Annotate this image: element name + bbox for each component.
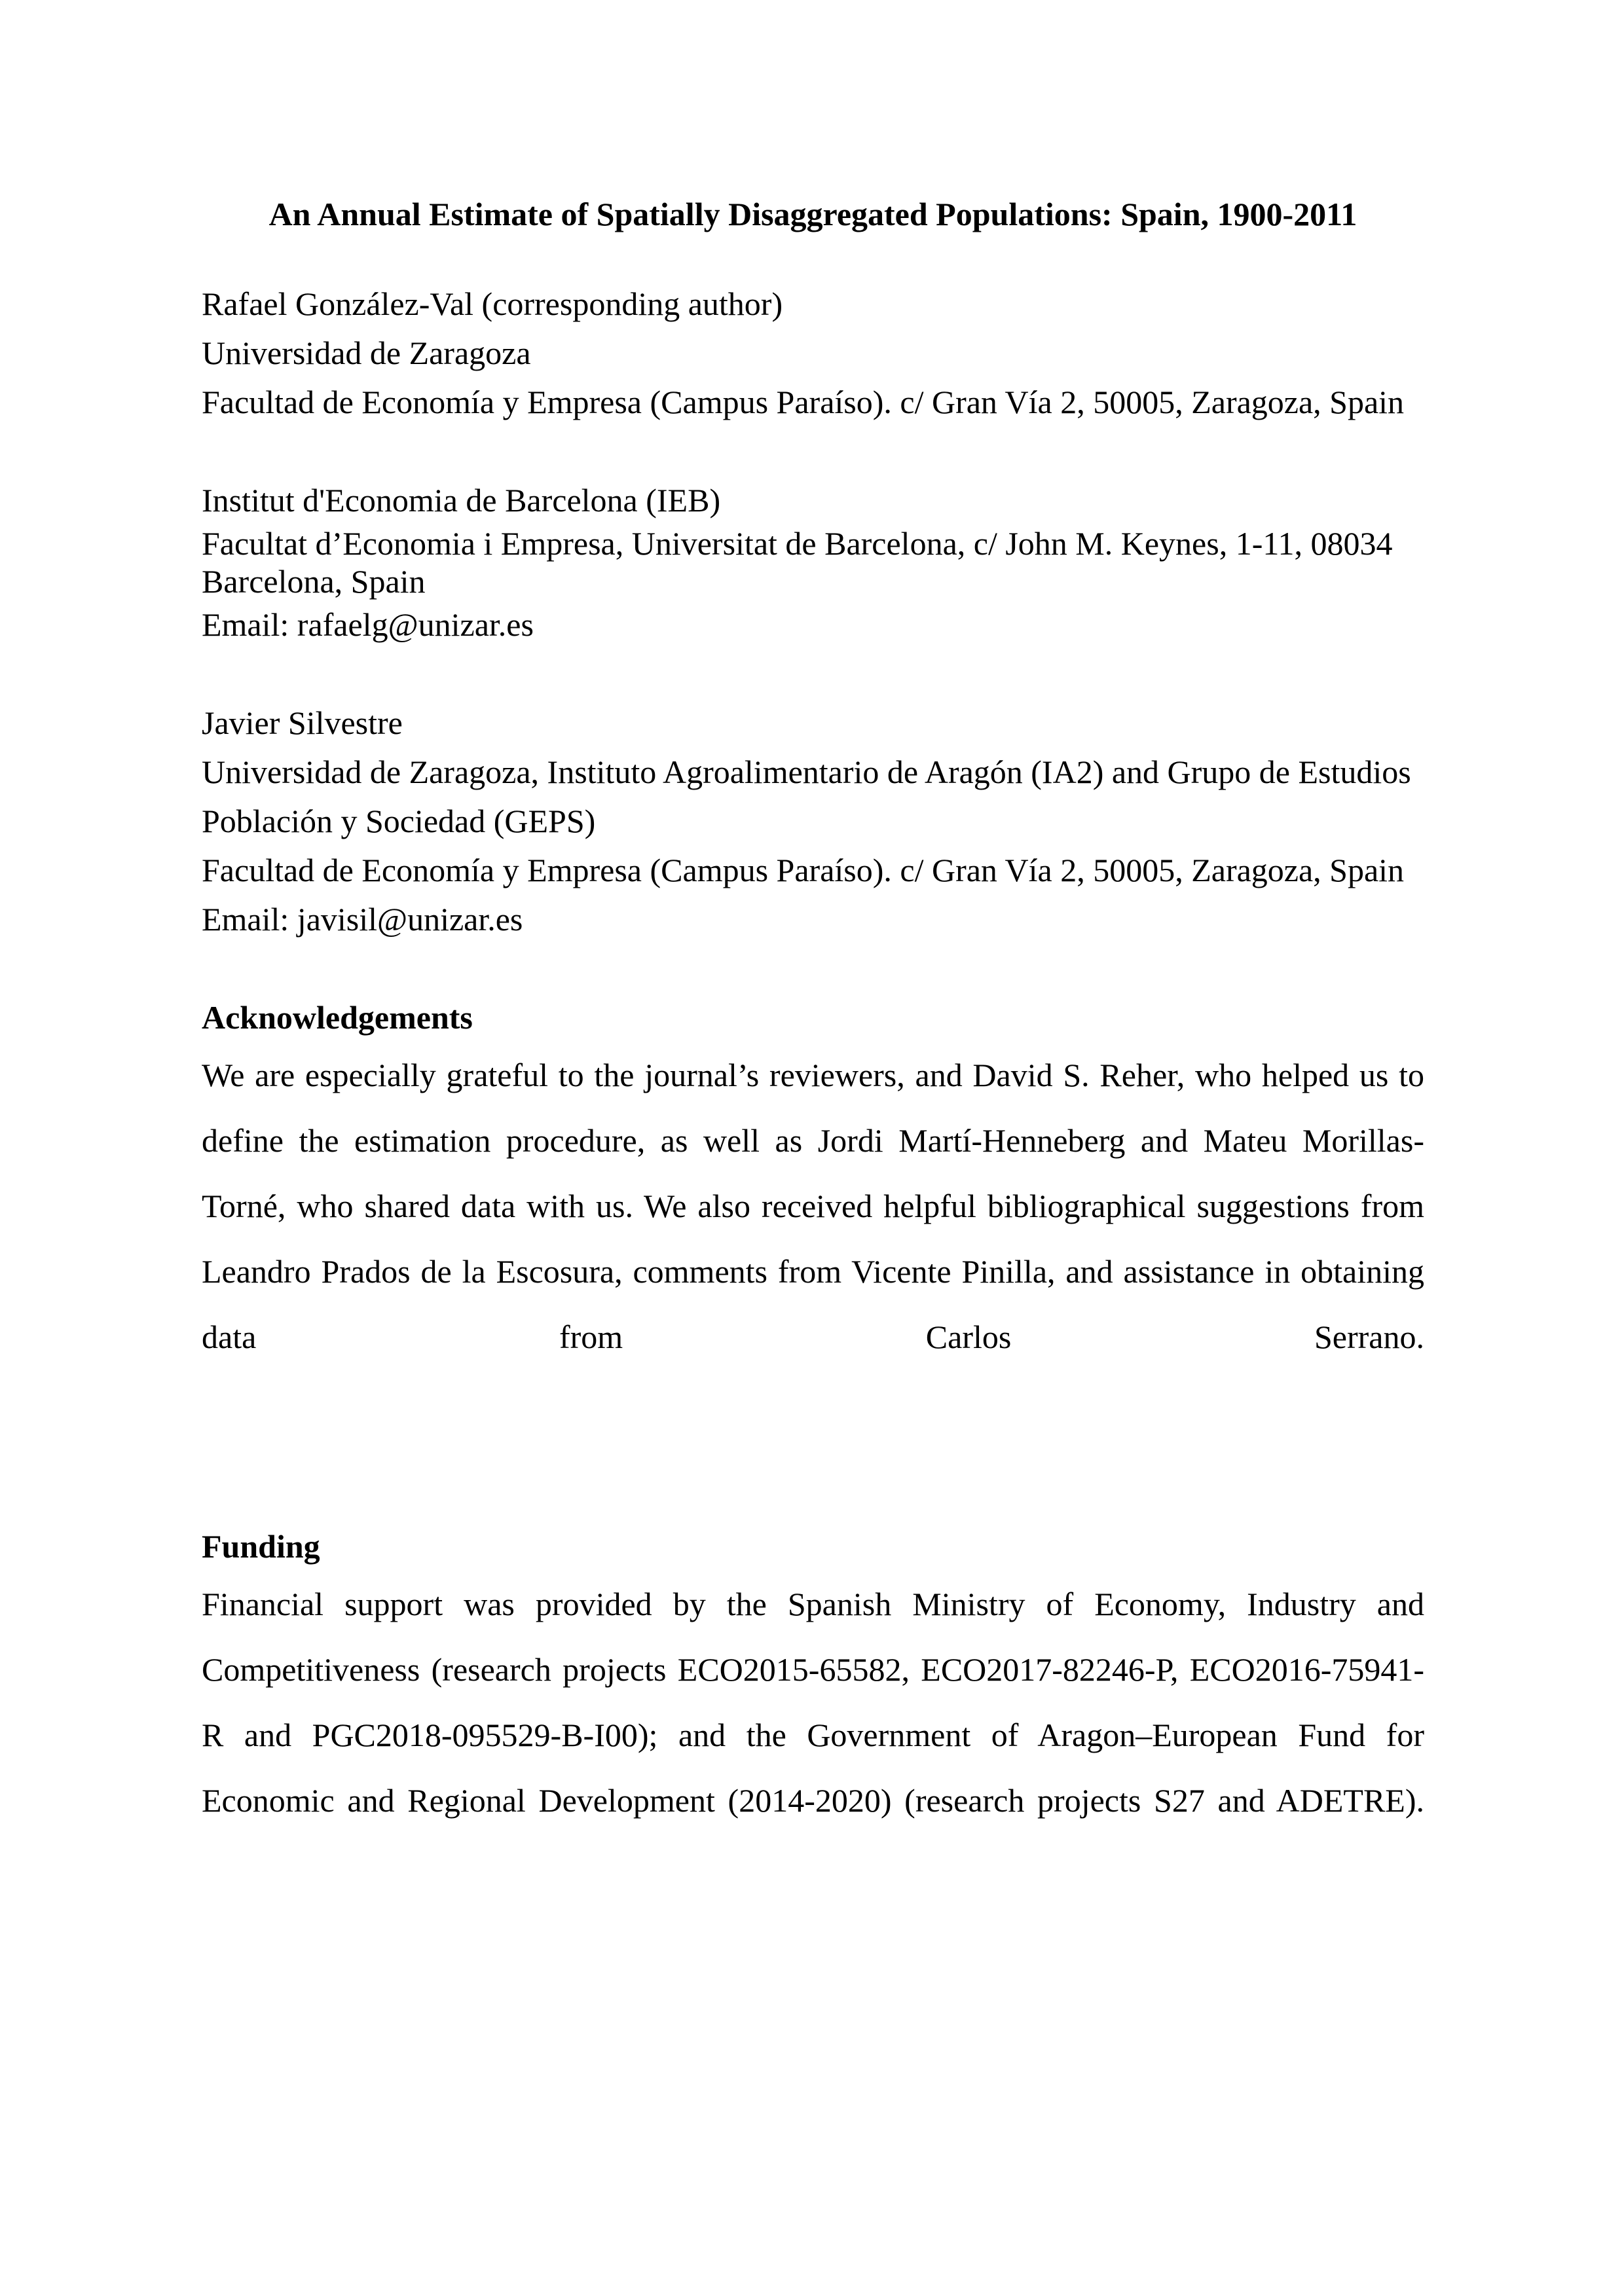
- document-content: [202, 0, 1424, 1899]
- author-name: Rafael González-Val (corresponding author): [202, 285, 783, 322]
- author-2-affiliation-line-2: Población y Sociedad (GEPS): [202, 803, 596, 839]
- spacer-author-1-2: [202, 649, 1424, 699]
- spacer-affiliation-1-2: [202, 427, 1424, 476]
- acknowledgements-body: We are especially grateful to the journal’s reviewers, and David S. Reher, who helped us to define the estimation procedure, as well as Jordi Martí-Henneberg and Mateu Morillas-Torné, who shared data with us. We also received helpful bibliographical suggestions from Leandro Prados de la Escosura, comments from Vicente Pinilla, and assistance in obtaining data from Carlos Serrano.: [202, 1057, 1424, 1355]
- spacer-funding-extra: [202, 1484, 1424, 1522]
- author-address-primary: Facultad de Economía y Empresa (Campus Paraíso). c/ Gran Vía 2, 50005, Zaragoza, Spain: [202, 384, 1405, 420]
- author-address-secondary: Facultat d’Economia i Empresa, Universitat de Barcelona, c/ John M. Keynes, 1-11, 08034 Barcelona, Spain: [202, 525, 1393, 600]
- funding-body: Financial support was provided by the Spanish Ministry of Economy, Industry and Competitiveness (research projects ECO2015-65582, ECO2017-82246-P, ECO2016-75941-R and PGC2018-095529-B-I00); and the Government of Aragon–European Fund for Economic and Regional Development (2014-2020) (research projects S27 and ADETRE).: [202, 1586, 1424, 1819]
- author-affiliation-secondary: Institut d'Economia de Barcelona (IEB): [202, 482, 721, 519]
- author-2-address: Facultad de Economía y Empresa (Campus Paraíso). c/ Gran Vía 2, 50005, Zaragoza, Spain: [202, 852, 1405, 888]
- author-block-2: [202, 699, 1424, 944]
- funding-heading: Funding: [202, 1528, 320, 1565]
- spacer-authors-acknowledgements: [202, 944, 1424, 993]
- author-affiliation-primary: Universidad de Zaragoza: [202, 335, 531, 371]
- acknowledgements-heading: Acknowledgements: [202, 999, 473, 1036]
- author-2-name: Javier Silvestre: [202, 704, 403, 741]
- author-block-1: [202, 280, 1424, 427]
- author-email-1: Email: rafaelg@unizar.es: [202, 606, 534, 643]
- author-block-1-secondary: [202, 476, 1424, 649]
- spacer-title-authors: [202, 230, 1424, 280]
- author-email-2: Email: javisil@unizar.es: [202, 901, 523, 938]
- author-2-affiliation-line-1: Universidad de Zaragoza, Instituto Agroalimentario de Aragón (IA2) and Grupo de Estudios: [202, 754, 1411, 790]
- page-title: An Annual Estimate of Spatially Disaggregated Populations: Spain, 1900-2011: [268, 196, 1357, 232]
- spacer-acknowledgements-funding: [202, 1435, 1424, 1484]
